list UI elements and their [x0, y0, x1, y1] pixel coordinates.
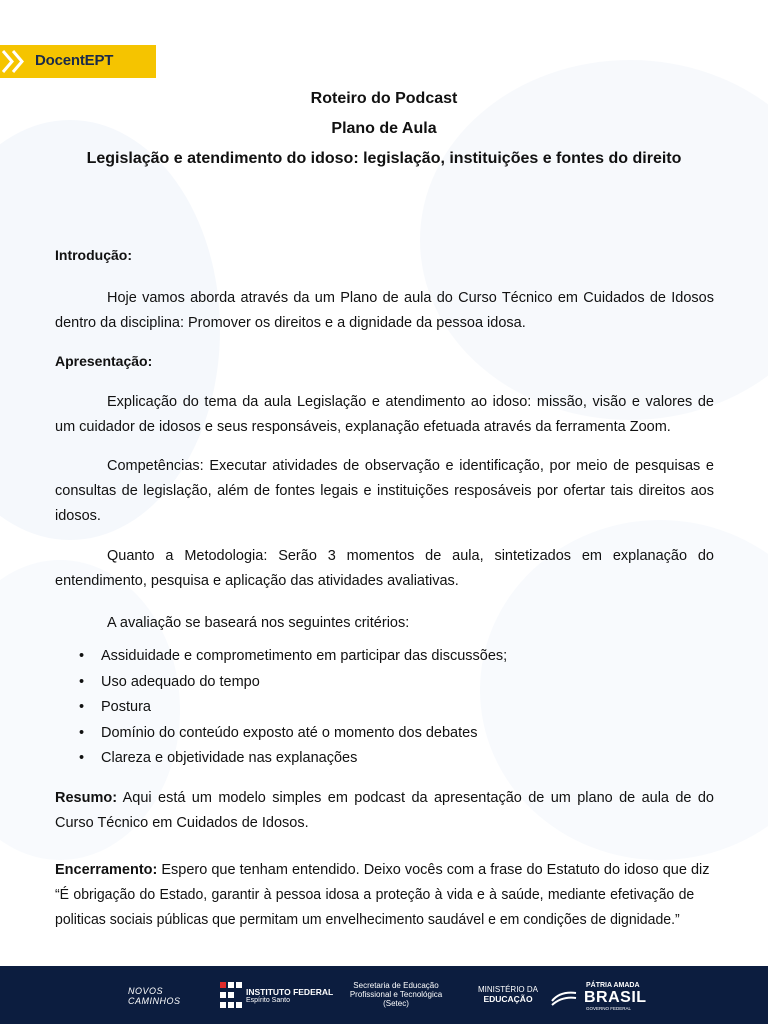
brasil-text: BRASIL	[584, 989, 647, 1006]
ministerio-line-2: EDUCAÇÃO	[483, 994, 533, 1004]
logo-text: DocentEPT	[35, 52, 114, 69]
podcast-title: Roteiro do Podcast	[310, 90, 458, 107]
if-name: INSTITUTO FEDERAL	[246, 987, 334, 997]
presentation-heading: Apresentação:	[55, 353, 153, 369]
subject-title: Legislação e atendimento do idoso: legislação, instituições e fontes do direito	[86, 150, 682, 167]
novos-caminhos-logo	[128, 986, 200, 1006]
presentation-paragraph-2: Competências: Executar atividades de observação e identificação, por meio de pesquisas e consultas de legislação, além de fontes legais e instituições resposáveis por ofertar tais direitos aos idosos.	[55, 458, 714, 524]
patria-amada: PÁTRIA AMADA	[586, 982, 640, 989]
intro-heading: Introdução:	[55, 247, 132, 263]
presentation-paragraph-4: A avaliação se baseará nos seguintes critérios:	[107, 615, 410, 631]
setec-logo	[340, 981, 452, 1008]
summary-label: Resumo:	[55, 789, 118, 806]
setec-line-2: Profissional e Tecnológica	[349, 990, 443, 999]
intro-paragraph: Hoje vamos aborda através da um Plano de aula do Curso Técnico em Cuidados de Idosos dentro da disciplina: Promover os direitos e a dignidade da pessoa idosa.	[55, 290, 714, 331]
docentept-logo	[0, 45, 156, 78]
setec-line-3: (Setec)	[383, 999, 409, 1008]
list-item: • Domínio do conteúdo exposto até o momento dos debates	[101, 721, 714, 747]
lesson-plan-title: Plano de Aula	[331, 120, 437, 137]
brasil-flag-icon	[550, 987, 578, 1007]
criteria-list	[55, 644, 714, 772]
ministerio-educacao-logo	[470, 985, 546, 1004]
list-item: • Assiduidade e comprometimento em participar das discussões;	[101, 644, 714, 670]
summary-text: Aqui está um modelo simples em podcast da apresentação de um plano de aula de do Curso Técnico em Cuidados de Idosos.	[55, 789, 714, 831]
closing-quote: “É obrigação do Estado, garantir à pessoa idosa a proteção à vida e à saúde, mediante efetivação de politicas sociais públicas que permitam um envelhecimento saudável e em condições de dignidade.”	[55, 886, 695, 928]
chevron-icon	[0, 45, 32, 78]
closing-label: Encerramento:	[55, 861, 158, 878]
presentation-paragraph-3: Quanto a Metodologia: Serão 3 momentos de aula, sintetizados em explanação do entendimento, pesquisa e aplicação das atividades avaliativas.	[55, 548, 714, 589]
closing-paragraph	[55, 858, 714, 883]
list-item: • Postura	[101, 695, 714, 721]
novos-caminhos-text: NOVOS CAMINHOS	[128, 986, 181, 1006]
setec-line-1: Secretaria de Educação	[353, 981, 439, 990]
presentation-paragraph-1: Explicação do tema da aula Legislação e atendimento ao idoso: missão, visão e valores de um cuidador de idosos e seus responsáveis, explanação efetuada através da ferramenta Zoom.	[55, 394, 714, 435]
if-campus: Espírito Santo	[246, 997, 290, 1004]
if-grid-icon	[220, 982, 242, 1008]
ministerio-line-1: MINISTÉRIO DA	[477, 985, 538, 994]
summary-paragraph	[55, 786, 714, 836]
footer-bar	[0, 966, 768, 1024]
list-item: • Uso adequado do tempo	[101, 670, 714, 696]
document-body	[55, 244, 714, 933]
document-titles	[60, 84, 708, 174]
list-item: • Clareza e objetividade nas explanações	[101, 746, 714, 772]
governo-federal-text: GOVERNO FEDERAL	[586, 1006, 632, 1011]
closing-text: Espero que tenham entendido. Deixo vocês com a frase do Estatuto do idoso que diz	[157, 861, 710, 878]
